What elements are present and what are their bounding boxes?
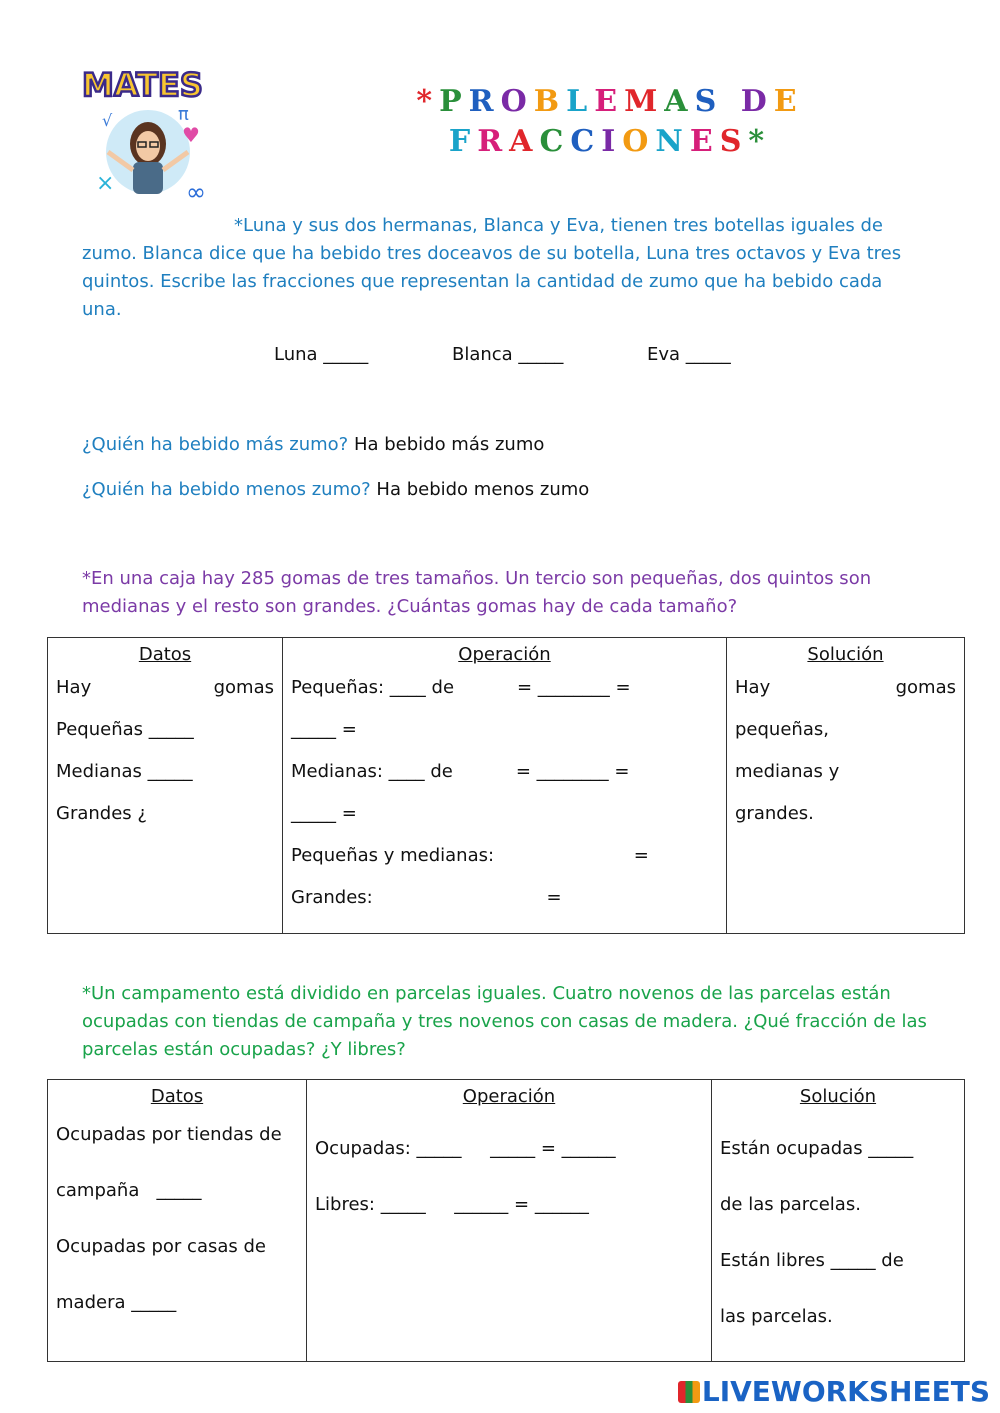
datos-header-3: Datos [150, 1086, 204, 1107]
title-letter: B [533, 84, 567, 119]
title-letter: A [509, 124, 540, 159]
solucion-column [727, 638, 965, 934]
title-letter [723, 82, 740, 122]
title-letter: P [439, 84, 469, 119]
title-letter: A [664, 84, 695, 119]
title-line-1 [330, 82, 890, 122]
liveworksheets-logo[interactable]: LIVEWORKSHEETS [678, 1375, 990, 1408]
op-medianas-result[interactable]: _____ = [291, 803, 357, 824]
op-pequenas-y-medianas[interactable]: Pequeñas y medianas: = [291, 845, 649, 866]
datos3-tiendas: Ocupadas por tiendas de [56, 1124, 282, 1145]
title-letter: L [566, 84, 595, 119]
svg-text:MATES: MATES [82, 66, 203, 104]
problem-3-table [47, 1079, 965, 1362]
datos-hay: Hay gomas [56, 677, 274, 698]
datos3-campana[interactable]: campaña _____ [56, 1180, 202, 1201]
title-letter: S [694, 84, 724, 119]
sol3-las-parcelas: las parcelas. [720, 1306, 833, 1327]
title-letter: F [448, 124, 478, 159]
title-letter: E [594, 84, 625, 119]
answer-blanca[interactable]: Blanca _____ [452, 344, 564, 365]
svg-text:♥: ♥ [182, 123, 200, 147]
title-letter: R [477, 124, 510, 159]
svg-text:π: π [178, 104, 189, 125]
operacion-header: Operación [458, 644, 551, 665]
question-less-juice: ¿Quién ha bebido menos zumo? Ha bebido menos zumo [82, 479, 590, 500]
op3-ocupadas[interactable]: Ocupadas: _____ _____ = ______ [315, 1138, 616, 1159]
op-grandes[interactable]: Grandes: = [291, 887, 562, 908]
op-medianas[interactable]: Medianas: ____ de = ________ = [291, 761, 630, 782]
datos-column [48, 638, 283, 934]
svg-text:√: √ [102, 111, 113, 130]
question-more-juice: ¿Quién ha bebido más zumo? Ha bebido más zumo [82, 434, 545, 455]
op3-libres[interactable]: Libres: _____ ______ = ______ [315, 1194, 589, 1215]
problem-1-text: *Luna y sus dos hermanas, Blanca y Eva, tienen tres botellas iguales de zumo. Blanca dice que ha bebido tres doceavos de su botella, Luna tres octavos y Eva tres quintos. Escribe las fracciones que representan la cantidad de zumo que ha bebido cada una. [82, 215, 902, 320]
sol3-libres[interactable]: Están libres _____ de [720, 1250, 904, 1271]
title-letter: D [740, 84, 774, 119]
title-line-2 [330, 122, 890, 162]
title-letter: S [719, 124, 749, 159]
title-letter: * [416, 84, 440, 119]
datos3-madera[interactable]: madera _____ [56, 1292, 177, 1313]
problem-3-text: *Un campamento está dividido en parcelas iguales. Cuatro novenos de las parcelas están ocupadas con tiendas de campaña y tres novenos con casas de madera. ¿Qué fracción de las parcelas están ocupadas? ¿Y libres? [82, 983, 927, 1060]
operacion-column-3 [307, 1080, 712, 1362]
svg-text:×: × [96, 171, 115, 196]
answer-more-juice[interactable]: Ha bebido más zumo [353, 434, 545, 455]
datos-grandes[interactable]: Grandes ¿ [56, 803, 147, 824]
datos-header: Datos [138, 644, 192, 665]
answer-less-juice[interactable]: Ha bebido menos zumo [376, 479, 590, 500]
solucion-header: Solución [807, 644, 884, 665]
solucion-column-3 [712, 1080, 965, 1362]
title-letter: O [622, 124, 656, 159]
title-letter: O [500, 84, 534, 119]
solucion-header-3: Solución [799, 1086, 877, 1107]
datos-pequenas[interactable]: Pequeñas _____ [56, 719, 194, 740]
title-letter: C [570, 124, 602, 159]
op-pequenas-result[interactable]: _____ = [291, 719, 357, 740]
problem-2-text: *En una caja hay 285 gomas de tres tamaños. Un tercio son pequeñas, dos quintos son medianas y el resto son grandes. ¿Cuántas gomas hay de cada tamaño? [82, 568, 872, 617]
problem-2-table [47, 637, 965, 934]
title-letter: I [601, 124, 623, 159]
sol-hay[interactable]: Hay gomas [735, 677, 956, 698]
title-letter: C [539, 124, 571, 159]
datos-medianas[interactable]: Medianas _____ [56, 761, 193, 782]
worksheet-title [330, 82, 890, 162]
sol3-parcelas: de las parcelas. [720, 1194, 861, 1215]
datos3-casas: Ocupadas por casas de [56, 1236, 266, 1257]
lws-icon [678, 1381, 700, 1403]
operacion-column [283, 638, 727, 934]
title-letter: E [773, 84, 804, 119]
mates-logo [78, 62, 218, 212]
sol-pequenas[interactable]: pequeñas, [735, 719, 829, 740]
svg-text:∞: ∞ [186, 178, 206, 206]
title-letter: M [624, 84, 665, 119]
answer-luna[interactable]: Luna _____ [274, 344, 369, 365]
sol3-ocupadas[interactable]: Están ocupadas _____ [720, 1138, 914, 1159]
datos-column-3 [48, 1080, 307, 1362]
op-pequenas[interactable]: Pequeñas: ____ de = ________ = [291, 677, 631, 698]
sol-grandes[interactable]: grandes. [735, 803, 814, 824]
operacion-header-3: Operación [462, 1086, 556, 1107]
sol-medianas[interactable]: medianas y [735, 761, 840, 782]
title-letter: N [655, 124, 690, 159]
answer-eva[interactable]: Eva _____ [647, 344, 731, 365]
title-letter: R [468, 84, 501, 119]
title-letter: * [748, 124, 772, 159]
title-letter: E [689, 124, 720, 159]
